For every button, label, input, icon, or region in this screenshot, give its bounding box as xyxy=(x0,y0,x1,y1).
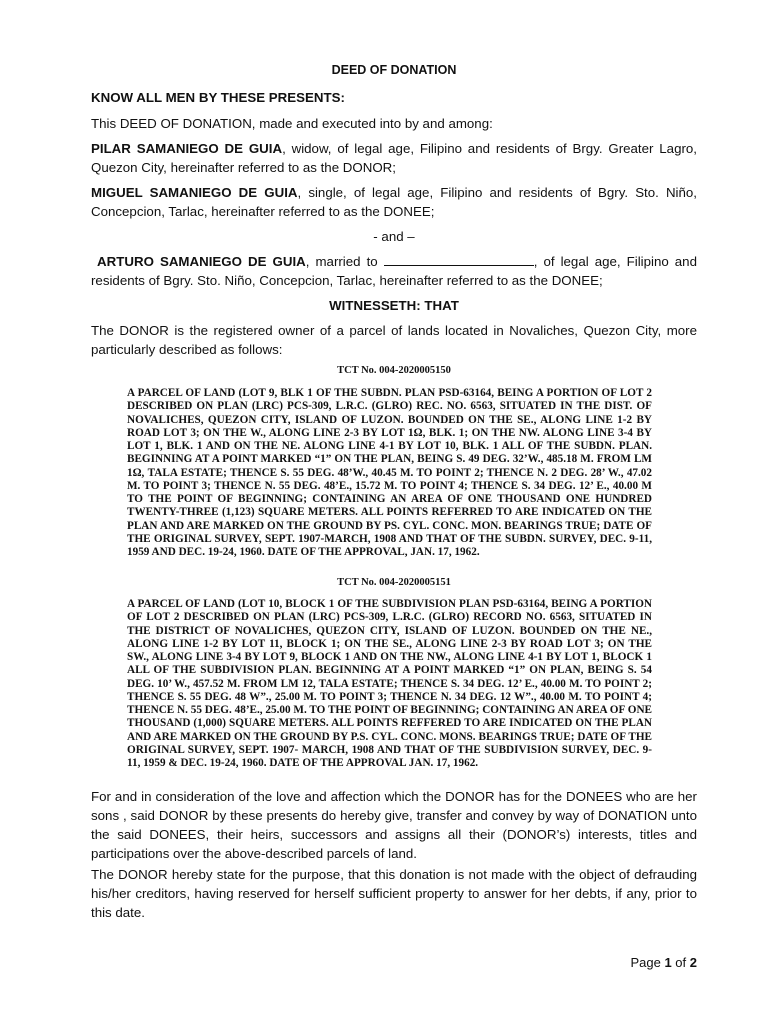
donee2-married-to: , married to xyxy=(305,254,384,269)
document-title: DEED OF DONATION xyxy=(331,63,457,77)
tct2-description: A PARCEL OF LAND (LOT 10, BLOCK 1 OF THE SUBDIVISION PLAN PSD-63164, BEING A PORTION OF LOT 2 DESCRIBED ON PLAN (LRC) PCS-309, L.R.C. (GLRO) RECORD NO. 6563, SITUATED IN THE DISTRICT OF NOVALICHES, QUEZON CITY, ISLAND OF LUZON. BOUNDED ON THE NE., ALONG LINE 1-2 BY LOT 11, BLOCK 1; ON THE SE., ALONG LINE 2-3 BY ROAD LOT 3; ON THE SW., ALONG LINE 3-4 BY LOT 9, BLOCK 1 AND ON THE NW., ALONG LINE 4-1 BY LOT 1, BLOCK 1 ALL OF THE SUBDIVISION PLAN. BEGINNING AT A POINT MARKED “1” ON PLAN, BEING S. 54 DEG. 10’ W., 457.52 M. FROM LM 12, TALA ESTATE; THENCE S. 34 DEG. 12’ E., 40.00 M. TO POINT 2; THENCE S. 55 DEG. 48 W”., 25.00 M. TO POINT 3; THENCE N. 34 DEG. 12 W”., 40.00 M. TO POINT 4; THENCE N. 55 DEG. 48’E., 25.00 M. TO THE POINT OF BEGINNING; CONTAINING AN AREA OF ONE THOUSAND (1,000) SQUARE METERS. ALL POINTS REFFERED TO ARE INDICATED ON THE PLAN AND ARE MARKED ON THE GROUND BY P.S. CYL. CONC. MONS. BEARINGS TRUE; DATE OF THE ORIGINAL SURVEY, SEPT. 1907- MARCH, 1908 AND THAT OF THE SUBDIVISION SURVEY, DEC. 9-11, 1959 & DEC. 19-24, 1960. DATE OF THE APPROVAL JAN. 17, 1962. xyxy=(127,598,652,769)
page-total: 2 xyxy=(689,955,697,970)
page-of: of xyxy=(675,955,687,970)
page-number xyxy=(630,955,697,970)
intro-paragraph: This DEED OF DONATION, made and executed into by and among: xyxy=(91,116,493,131)
donee1-details: , single, of legal age, Filipino and residents of Bgry. Sto. Niño, Concepcion, Tarlac, hereinafter referred to as the DONEE; xyxy=(91,185,697,219)
donee1-paragraph xyxy=(91,183,697,221)
donee2-name: ARTURO SAMANIEGO DE GUIA xyxy=(97,254,306,269)
salutation: KNOW ALL MEN BY THESE PRESENTS: xyxy=(91,90,345,105)
ownership-paragraph: The DONOR is the registered owner of a parcel of lands located in Novaliches, Quezon City, more particularly described as follows: xyxy=(91,323,697,357)
donee2-paragraph xyxy=(91,252,697,290)
page-current: 1 xyxy=(664,955,672,970)
donor-name: PILAR SAMANIEGO DE GUIA xyxy=(91,141,283,156)
witnesseth-heading: WITNESSETH: THAT xyxy=(329,298,459,313)
tct2-heading: TCT No. 004-2020005151 xyxy=(337,577,451,588)
tct1-heading: TCT No. 004-2020005150 xyxy=(337,365,451,376)
consideration-paragraph: For and in consideration of the love and affection which the DONOR has for the DONEES who are her sons , said DONOR by these presents do hereby give, transfer and convey by way of DONATION unto the said DONEES, their heirs, successors and assigns all their (DONOR’s) interests, titles and participations over the above-described parcels of land. xyxy=(91,789,697,861)
tct1-description: A PARCEL OF LAND (LOT 9, BLK 1 OF THE SUBDN. PLAN PSD-63164, BEING A PORTION OF LOT 2 DESCRIBED ON PLAN (LRC) PCS-309, L.R.C. (GLRO) REC. NO. 6563, SITUATED IN THE DIST. OF NOVALICHES, QUEZON CITY, ISLAND OF LUZON. BOUNDED ON THE SE., ALONG LINE 1-2 BY ROAD LOT 3; ON THE W., ALONG LINE 2-3 BY LOT 1Ω, BLK. 1; ON THE NW. ALONG LINE 3-4 BY LOT 1, BLK. 1 AND ON THE NE. ALONG LINE 4-1 BY LOT 10, BLK. 1 ALL OF THE SUBDN. PLAN. BEGINNING AT A POINT MARKED “1” ON THE PLAN, BEING S. 49 DEG. 32’W., 485.18 M. FROM LM 1Ω, TALA ESTATE; THENCE S. 55 DEG. 48’W., 40.45 M. TO POINT 2; THENCE N. 2 DEG. 28’ W., 47.02 M. TO POINT 3; THENCE N. 55 DEG. 48’E., 15.72 M. TO POINT 4; THENCE S. 34 DEG. 12’ E., 40.00 M TO THE POINT OF BEGINNING; CONTAINING AN AREA OF ONE THOUSAND ONE HUNDRED TWENTY-THREE (1,123) SQUARE METERS. ALL POINTS REFERRED TO ARE INDICATED ON THE PLAN AND ARE MARKED ON THE GROUND BY PS. CYL. CONC. MON. BEARINGS TRUE; DATE OF THE ORIGINAL SURVEY, SEPT. 1907-MARCH, 1908 AND THAT OF THE SUBDN. SURVEY, DEC. 9-11, 1959 AND DEC. 19-24, 1960. DATE OF THE APPROVAL, JAN. 17, 1962. xyxy=(127,387,652,558)
donor-paragraph xyxy=(91,139,697,177)
donee1-name: MIGUEL SAMANIEGO DE GUIA xyxy=(91,185,298,200)
donor-details: , widow, of legal age, Filipino and residents of Brgy. Greater Lagro, Quezon City, hereinafter referred to as the DONOR; xyxy=(91,141,697,175)
page-label: Page xyxy=(630,955,661,970)
and-separator: - and – xyxy=(373,229,415,244)
purpose-paragraph: The DONOR hereby state for the purpose, that this donation is not made with the object of defrauding his/her creditors, having reserved for herself sufficient property to answer for her debts, if any, prior to this date. xyxy=(91,867,697,920)
spouse-name-blank xyxy=(384,254,534,266)
donee2-details: , of legal age, Filipino and residents of Bgry. Sto. Niño, Concepcion, Tarlac, hereinafter referred to as the DONEE; xyxy=(91,254,697,288)
